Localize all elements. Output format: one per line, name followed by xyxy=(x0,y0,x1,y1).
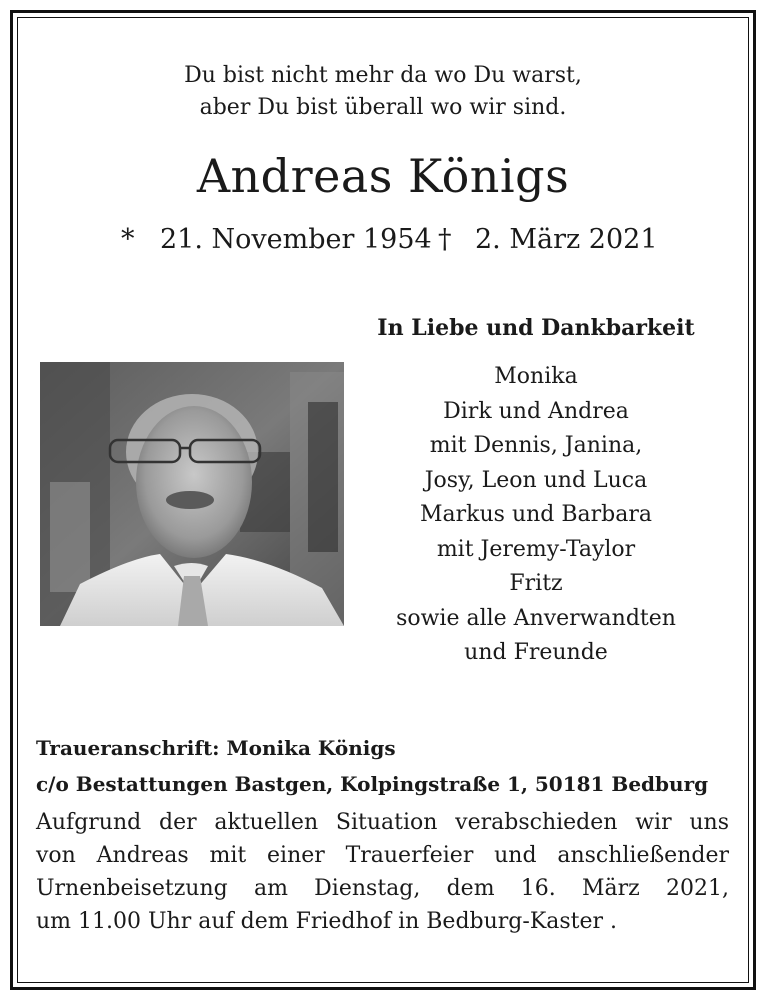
portrait-photo xyxy=(40,362,344,626)
mourners-list xyxy=(376,360,696,671)
mourner-line: mit Jeremy-Taylor xyxy=(436,536,636,562)
deceased-name: Andreas Königs xyxy=(196,149,570,203)
funeral-notice xyxy=(36,806,729,938)
mourner-line: Fritz xyxy=(509,571,563,596)
birth-date: 21. November 1954 xyxy=(160,224,432,255)
notice-line: Aufgrund der aktuellen Situation verabschieden wir uns xyxy=(36,810,729,835)
notice-line: von Andreas mit einer Trauerfeier und anschließender xyxy=(36,843,729,868)
mourning-address xyxy=(36,730,736,802)
motto-line-2: aber Du bist überall wo wir sind. xyxy=(199,95,567,120)
mourner-line: Monika xyxy=(494,364,578,389)
address-line-2: c/o Bestattungen Bastgen, Kolpingstraße 1, 50181 Bedburg xyxy=(36,772,709,796)
birth-symbol: * xyxy=(121,224,135,255)
dedication-heading: In Liebe und Dankbarkeit xyxy=(377,315,695,341)
mourner-line: Josy, Leon und Luca xyxy=(424,467,648,493)
mourner-line: und Freunde xyxy=(464,640,608,665)
mourner-line: mit Dennis, Janina, xyxy=(429,433,643,458)
notice-line: Urnenbeisetzung am Dienstag, dem 16. März 2021, xyxy=(36,876,729,901)
death-date: 2. März 2021 xyxy=(475,224,658,255)
mourner-line: Markus und Barbara xyxy=(420,502,652,527)
motto-line-1: Du bist nicht mehr da wo Du warst, xyxy=(184,63,582,88)
notice-line: um 11.00 Uhr auf dem Friedhof in Bedburg-Kaster . xyxy=(36,909,618,934)
mourner-line: sowie alle Anverwandten xyxy=(396,605,676,631)
death-symbol: † xyxy=(438,224,452,255)
address-line-1: Traueranschrift: Monika Königs xyxy=(36,736,396,760)
mourner-line: Dirk und Andrea xyxy=(443,398,629,424)
life-dates xyxy=(0,220,766,260)
memorial-motto xyxy=(0,60,766,124)
